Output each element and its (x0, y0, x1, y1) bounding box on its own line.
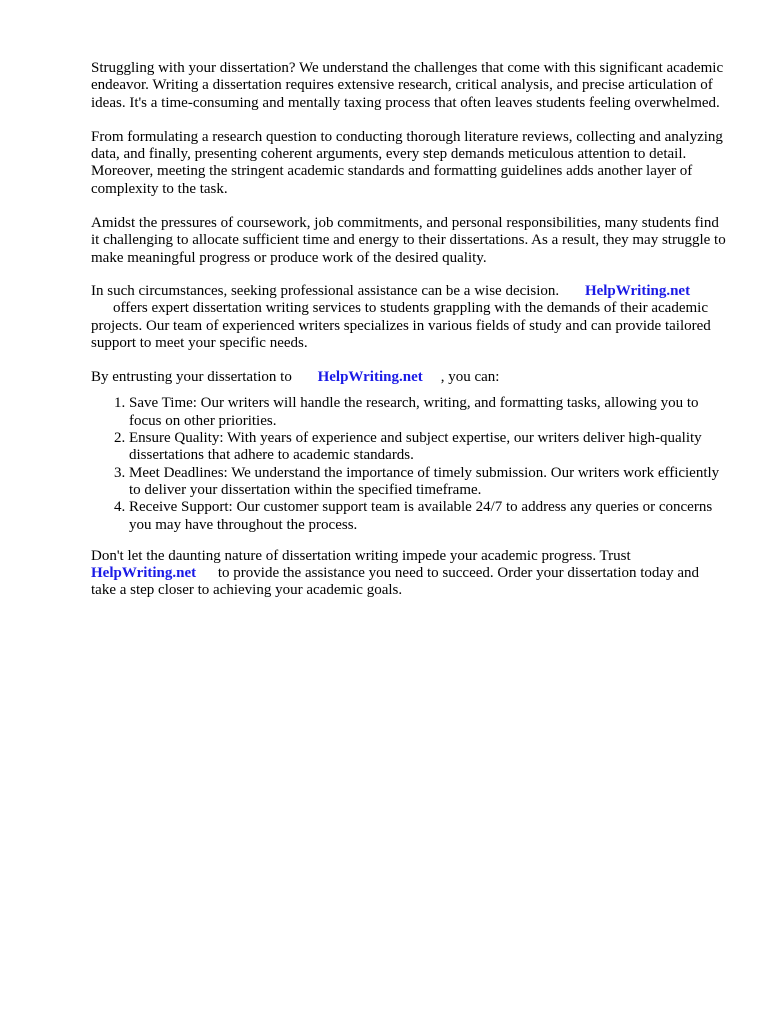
document-page (91, 60, 727, 600)
closing-text-end: to provide the assistance you need to succeed. Order your dissertation today and take a step closer to achieving your academic goals. (91, 565, 699, 599)
assistance-text-end: offers expert dissertation writing services to students grappling with the demands of their academic projects. Our team of experienced writers specializes in various fields of study and can provide tailored support to meet your specific needs. (91, 300, 711, 351)
list-item: 3. Meet Deadlines: We understand the importance of timely submission. Our writers work efficiently to deliver your dissertation within the specified timeframe. (129, 465, 727, 500)
list-item: 1. Save Time: Our writers will handle the research, writing, and formatting tasks, allowing you to focus on other priorities. (129, 395, 727, 430)
entrusting-paragraph (91, 369, 727, 386)
intro-paragraph: Struggling with your dissertation? We understand the challenges that come with this significant academic endeavor. Writing a dissertation requires extensive research, critical analysis, and precise articulation of ideas. It's a time-consuming and mentally taxing process that often leaves students feeling overwhelmed. (91, 60, 724, 111)
helpwriting-link-3[interactable]: HelpWriting.net (91, 565, 197, 582)
list-item: 2. Ensure Quality: With years of experience and subject expertise, our writers deliver high-quality dissertations that adhere to academic standards. (129, 430, 727, 465)
closing-paragraph (91, 548, 727, 600)
assistance-paragraph (91, 283, 727, 352)
entrusting-text-start: By entrusting your dissertation to (91, 369, 292, 386)
helpwriting-link-2[interactable]: HelpWriting.net (317, 369, 423, 386)
closing-text-start: Don't let the daunting nature of dissertation writing impede your academic progress. Trust (91, 547, 631, 564)
benefits-list (91, 395, 727, 533)
pressures-paragraph: Amidst the pressures of coursework, job commitments, and personal responsibilities, many students find it challenging to allocate sufficient time and energy to their dissertations. As a result, they may struggle to make meaningful progress or produce work of the desired quality. (91, 215, 726, 266)
assistance-text-start: In such circumstances, seeking professional assistance can be a wise decision. (91, 282, 560, 299)
helpwriting-link-1[interactable]: HelpWriting.net (584, 282, 691, 299)
process-paragraph: From formulating a research question to conducting thorough literature reviews, collecting and analyzing data, and finally, presenting coherent arguments, every step demands meticulous attention to detail. Moreover, meeting the stringent academic standards and formatting guidelines adds another layer of complexity to the task. (91, 128, 723, 197)
list-item: 4. Receive Support: Our customer support team is available 24/7 to address any queries or concerns you may have throughout the process. (129, 499, 727, 534)
entrusting-text-end: , you can: (440, 369, 500, 386)
